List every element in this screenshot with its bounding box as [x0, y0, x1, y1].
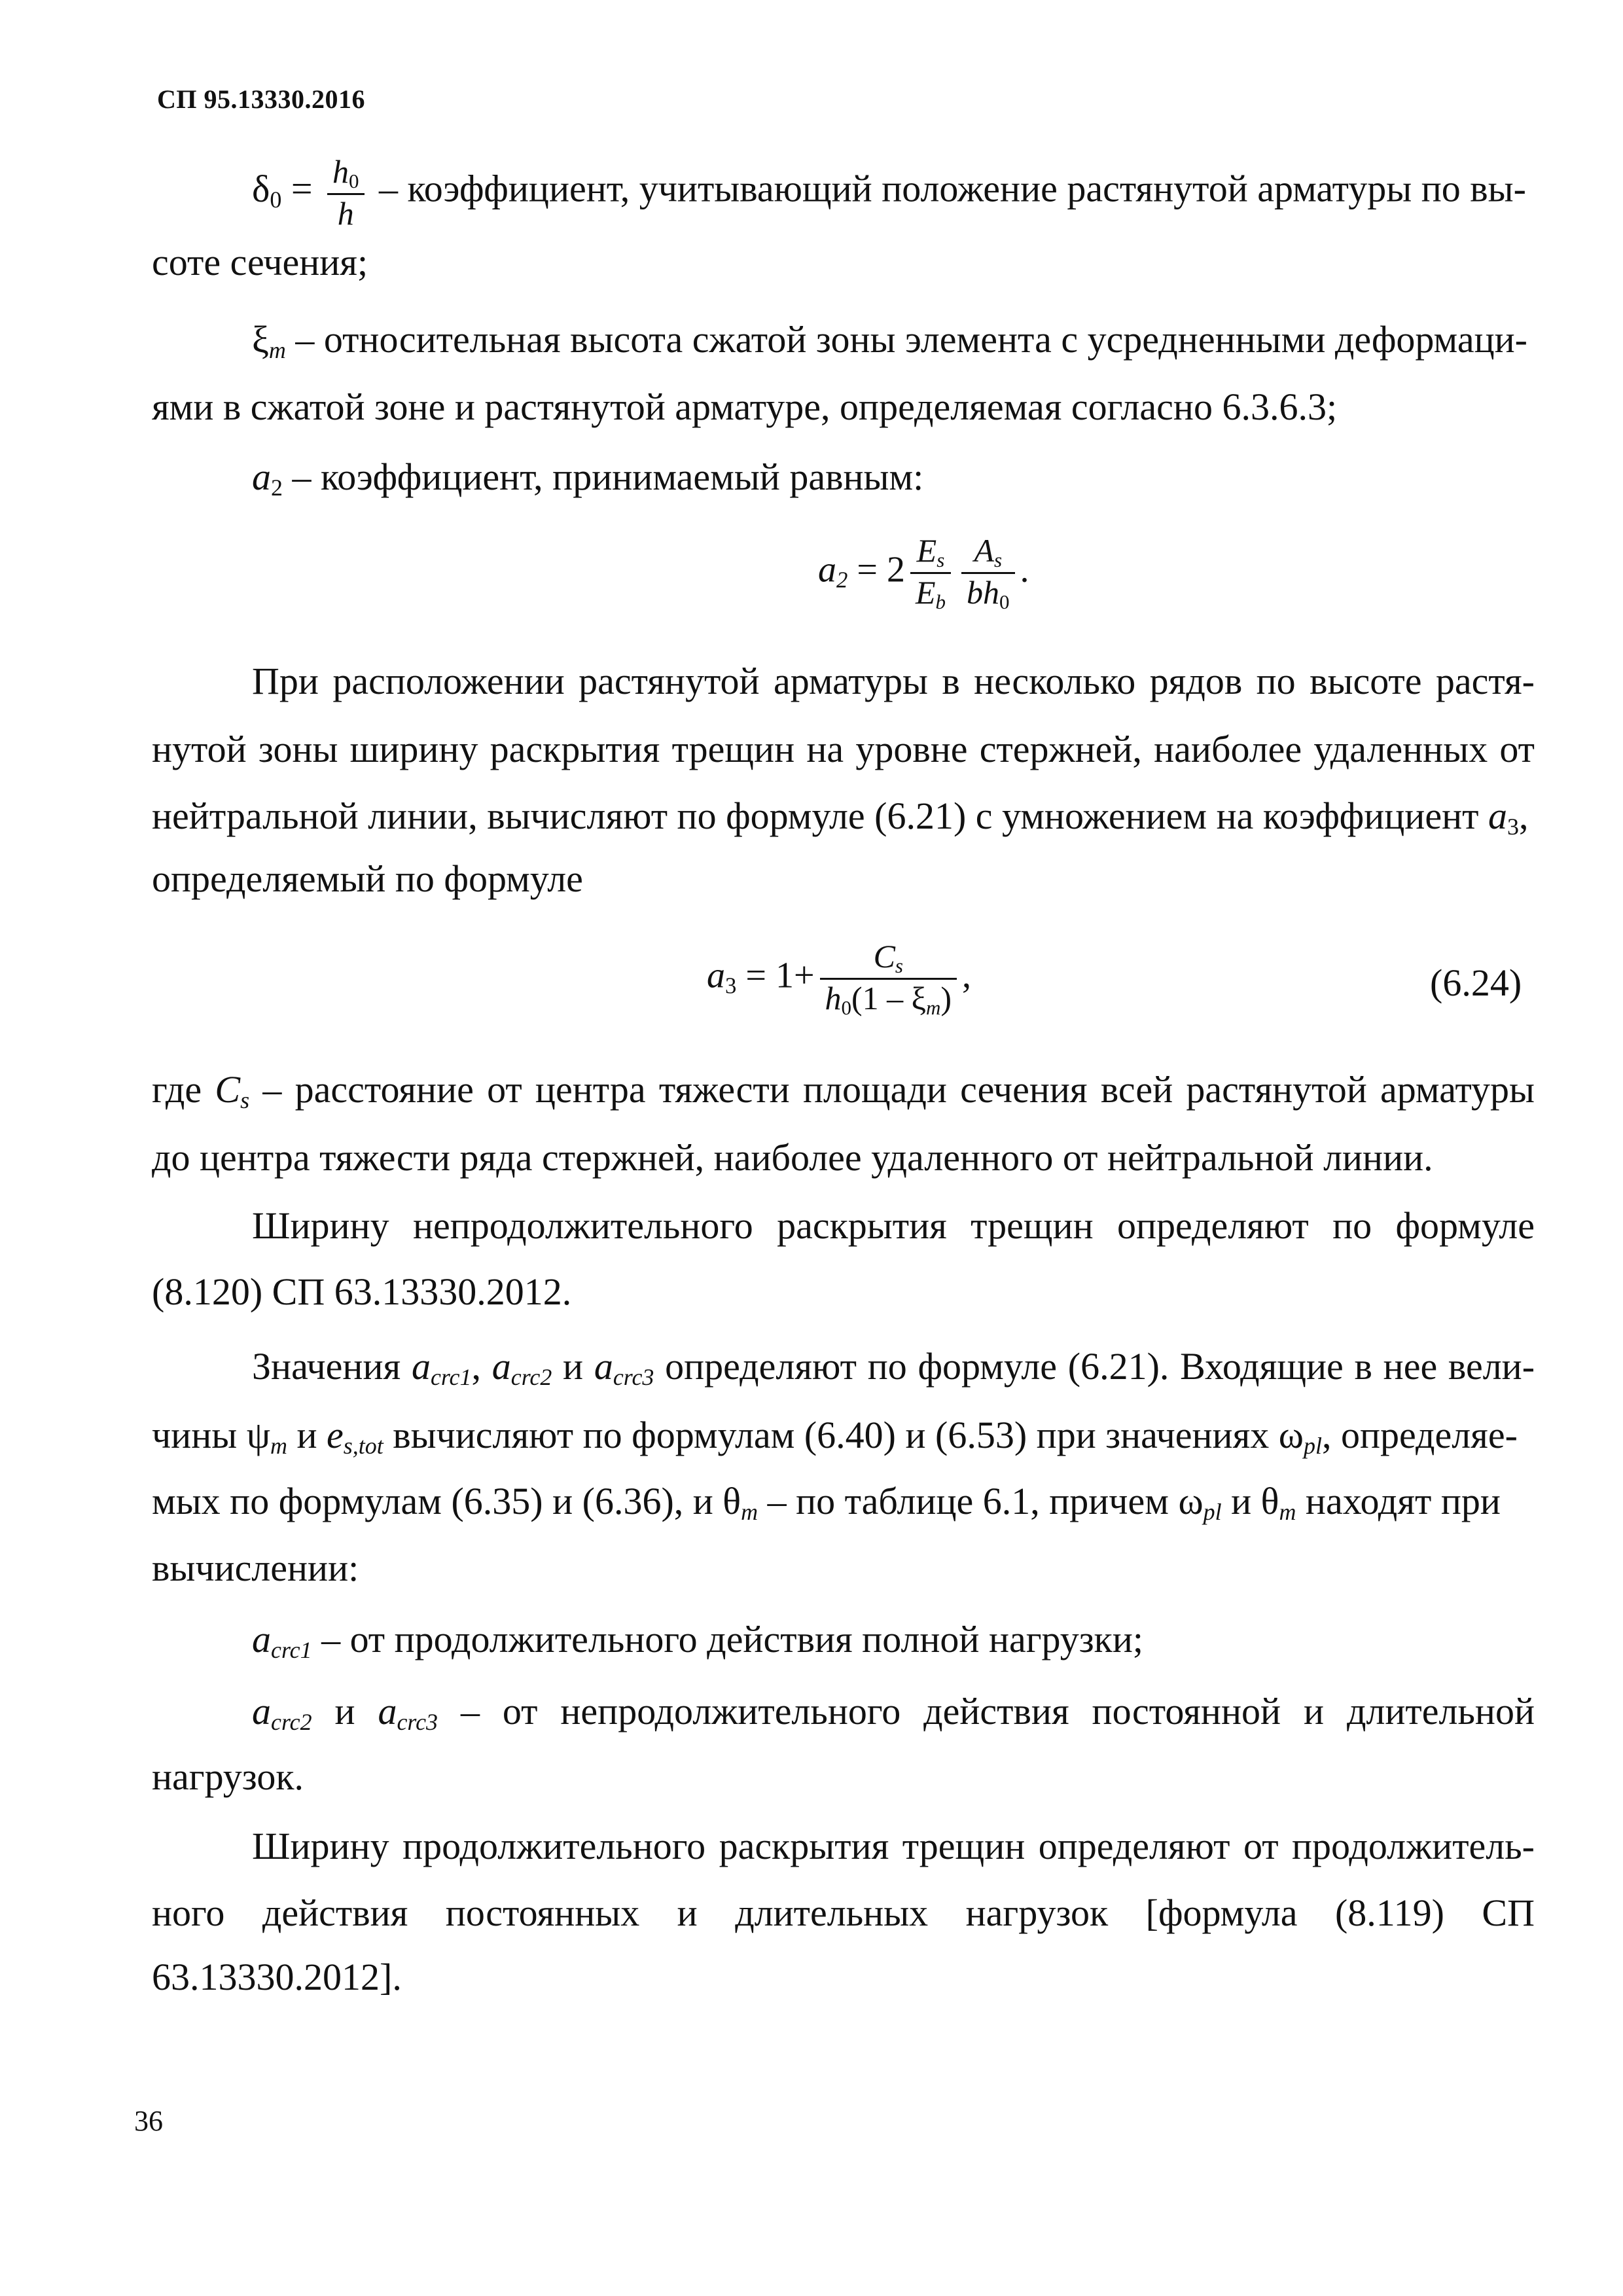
delta0-definition: $\delta_0$ = $\frac{h_0}{h}$ – коэффициент, учитывающий положение растянутой арматуры по вы- [252, 153, 1526, 232]
xi-definition: $\xi_m$ – относительная высота сжатой зоны элемента с усредненными деформаци- [252, 318, 1527, 363]
para1-line2: нутой зоны ширину раскрытия трещин на уровне стержней, наиболее удаленных от [152, 728, 1535, 770]
item-acrc1: $a_{crc1}$ – от продолжительного действия полной нагрузки; [252, 1618, 1144, 1663]
xi-symbol: $\xi_m$ [252, 318, 286, 363]
para3-line2: чины $\psi_m$ и $e_{s,tot}$ вычисляют по формулам (6.40) и (6.53) при значениях $\omega_{pl}$, определяе- [152, 1414, 1518, 1459]
equation-number: (6.24) [1430, 961, 1522, 1004]
item-acrc2-acrc3: $a_{crc2}$ и $a_{crc3}$ – от непродолжительного действия постоянной и длительной [252, 1690, 1535, 1735]
para4-line2: ного действия постоянных и длительных нагрузок [формула (8.119) СП [152, 1892, 1535, 1934]
formula-a3: $a_3 = 1+$ $\frac{C_s}{h_0(1 - \xi_m)}$ , [707, 938, 972, 1020]
where-line2: до центра тяжести ряда стержней, наиболее удаленного от нейтральной линии. [152, 1136, 1433, 1179]
para3-line3: мых по формулам (6.35) и (6.36), и $\theta_m$ – по таблице 6.1, причем $\omega_{pl}$ и $\theta_m$ находят при [152, 1480, 1501, 1525]
delta0-definition-cont: соте сечения; [152, 241, 368, 283]
para1-line4: определяемый по формуле [152, 857, 583, 900]
para3-line1: Значения $a_{crc1}$, $a_{crc2}$ и $a_{crc3}$ определяют по формуле (6.21). Входящие в нее вели- [252, 1345, 1535, 1390]
para3-line4: вычислении: [152, 1547, 359, 1589]
para2-line2: (8.120) СП 63.13330.2012. [152, 1270, 572, 1313]
page-number: 36 [134, 2105, 163, 2137]
delta-symbol: $\delta_0$ [252, 167, 282, 213]
para4-line3: 63.13330.2012]. [152, 1956, 402, 1998]
formula-a2: $a_2 = 2$ $\frac{E_s}{E_b}$ $\frac{A_s}{bh_0}$ . [818, 532, 1029, 614]
where-line1: где $C_s$ – расстояние от центра тяжести площади сечения всей растянутой арматуры [152, 1068, 1535, 1113]
xi-definition-cont: ями в сжатой зоне и растянутой арматуре, определяемая согласно 6.3.6.3; [152, 386, 1338, 428]
delta0-fraction: $\frac{h_0}{h}$ [327, 154, 365, 231]
item-acrc2-cont: нагрузок. [152, 1755, 304, 1798]
a2-definition: $a_2$ – коэффициент, принимаемый равным: [252, 456, 924, 501]
document-header: СП 95.13330.2016 [157, 84, 365, 114]
para4-line1: Ширину продолжительного раскрытия трещин определяют от продолжитель- [252, 1825, 1535, 1867]
para1-line1: При расположении растянутой арматуры в несколько рядов по высоте растя- [252, 660, 1535, 702]
para1-line3: нейтральной линии, вычисляют по формуле (6.21) с умножением на коэффициент $a_3$, [152, 795, 1529, 840]
para2-line1: Ширину непродолжительного раскрытия трещин определяют по формуле [252, 1204, 1535, 1247]
